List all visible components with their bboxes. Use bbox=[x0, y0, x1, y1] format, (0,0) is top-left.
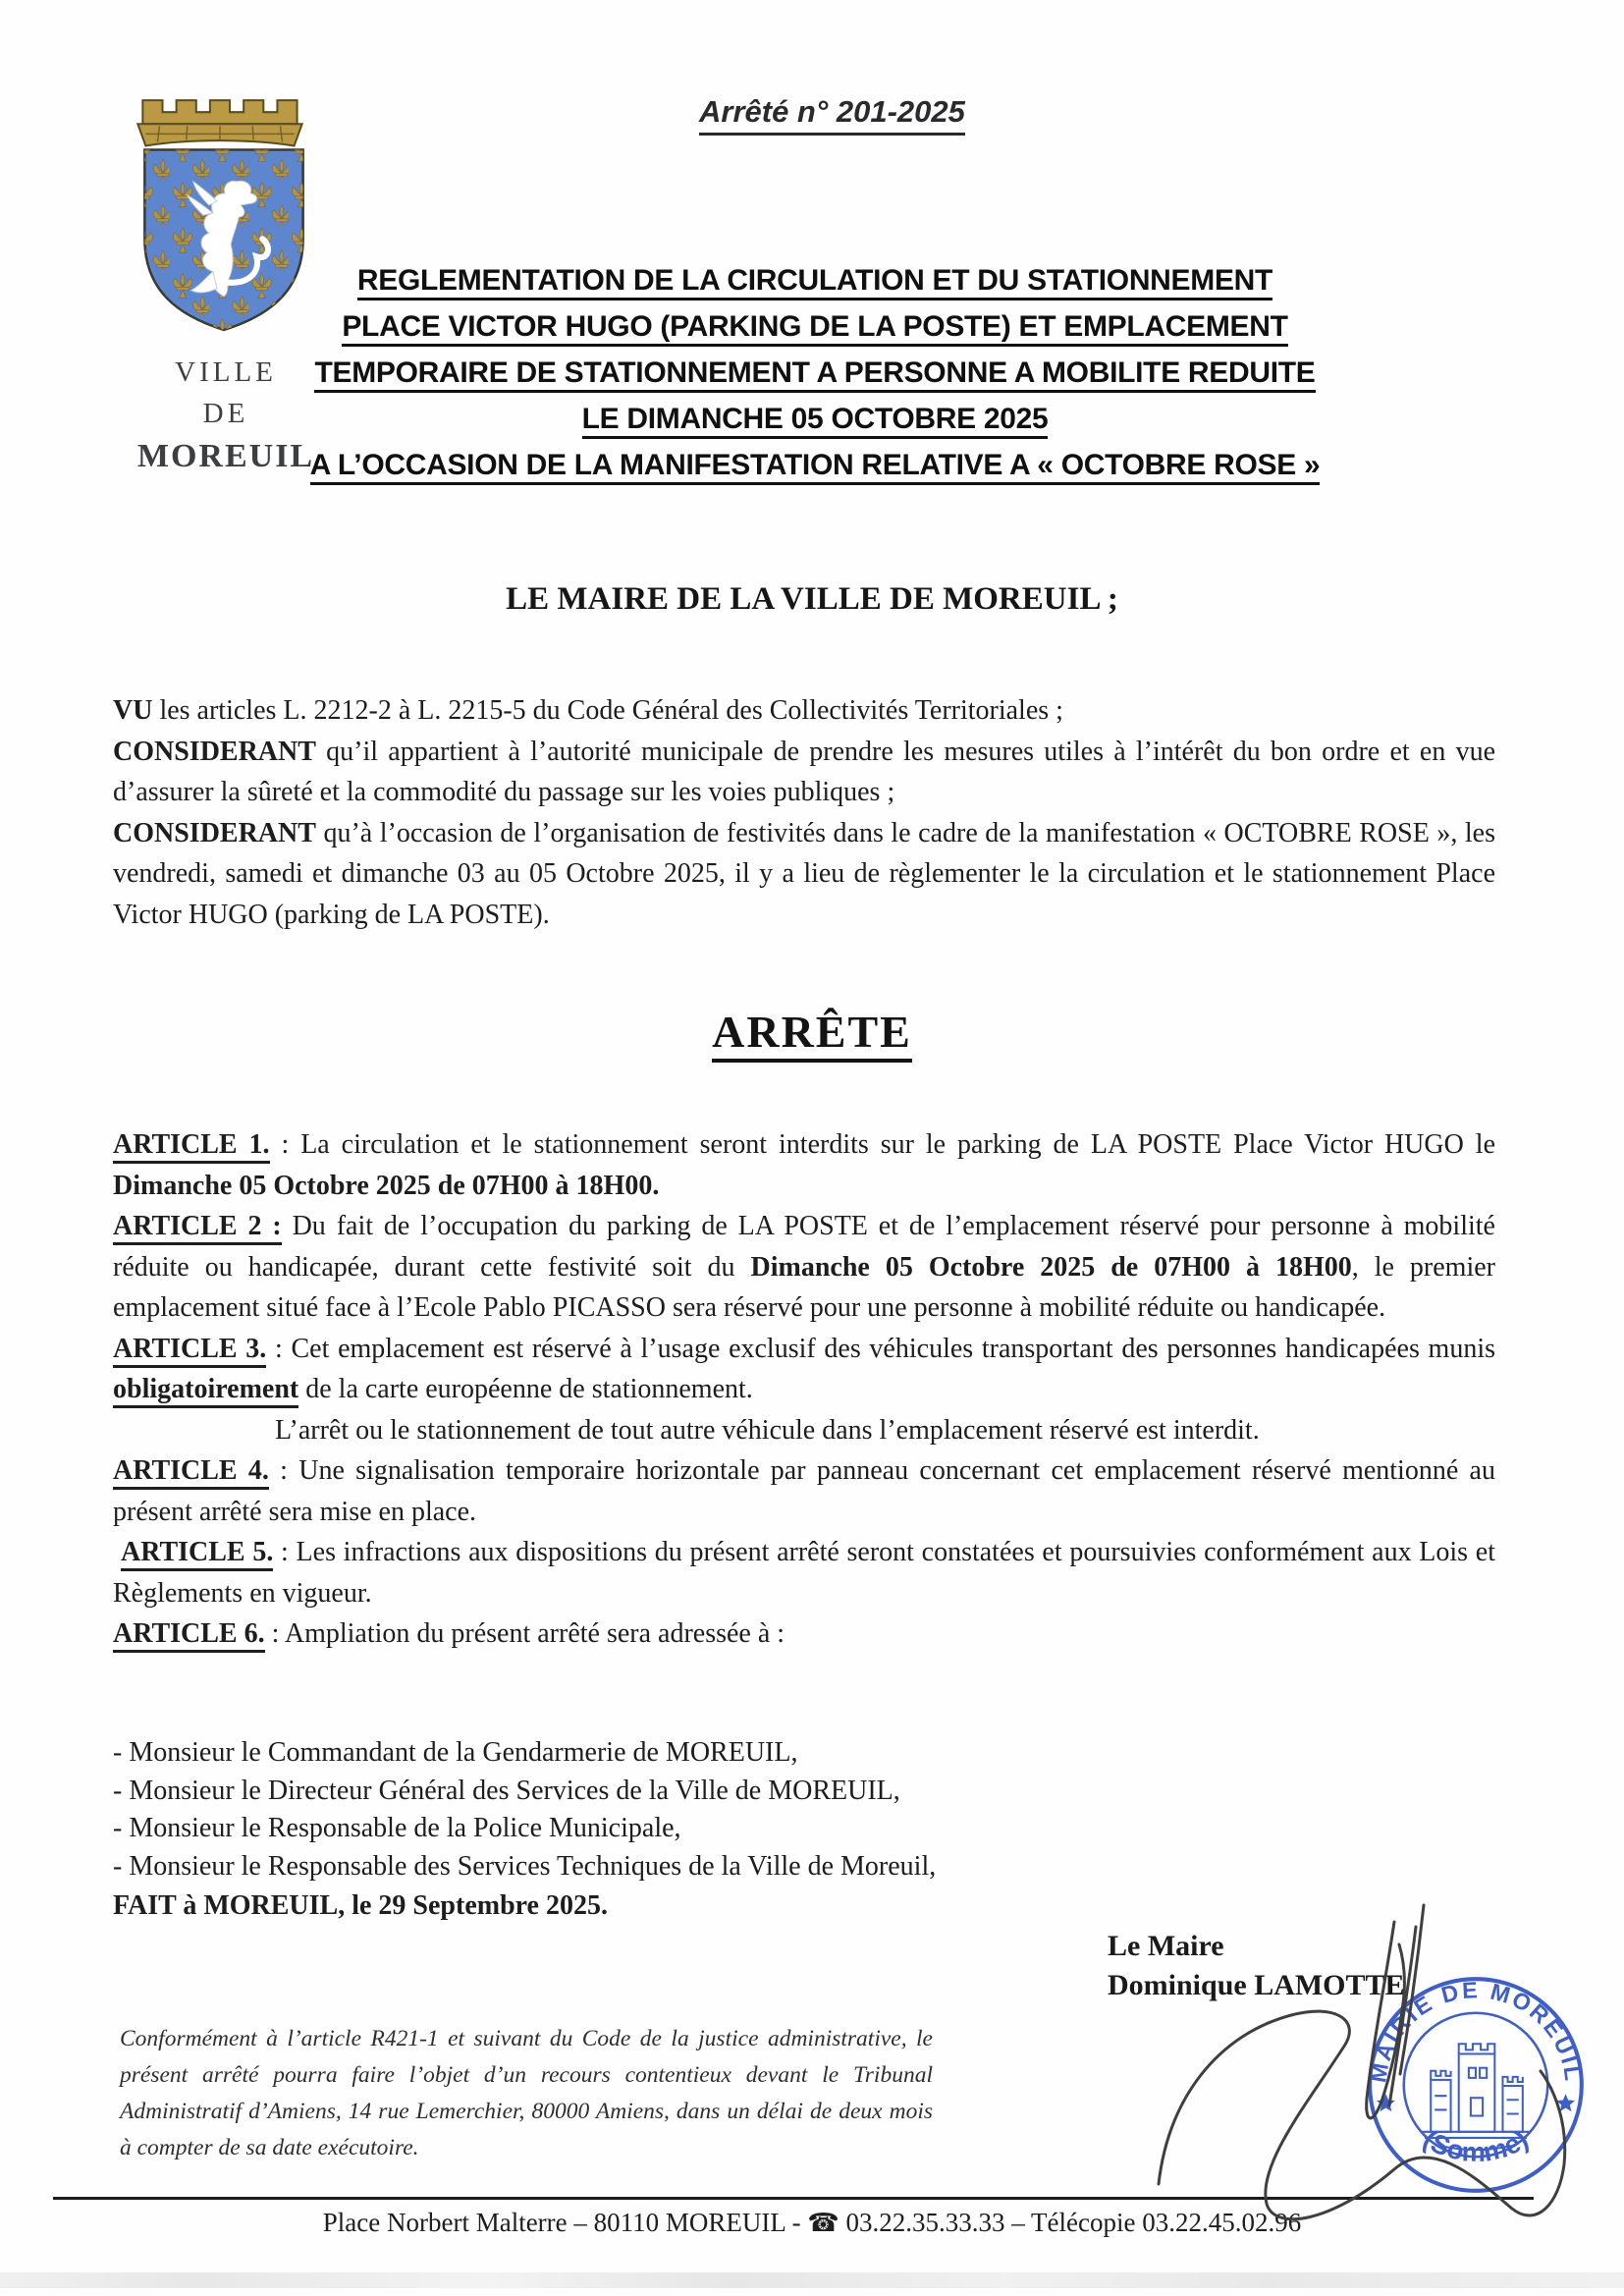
articles bbox=[113, 1124, 1495, 1655]
stamp-arc-bottom-text: (Somme) bbox=[1418, 2123, 1534, 2167]
arrete-number: Arrêté n° 201-2025 bbox=[699, 94, 965, 136]
article-6: ARTICLE 6. : Ampliation du présent arrêté sera adressée à : bbox=[113, 1613, 1495, 1655]
preamble bbox=[113, 690, 1495, 935]
addressee-line: - Monsieur le Directeur Général des Services de la Ville de MOREUIL, bbox=[113, 1775, 900, 1806]
commune-line: MOREUIL bbox=[136, 438, 315, 474]
addressee-line: - Monsieur le Commandant de la Gendarmerie de MOREUIL, bbox=[113, 1737, 798, 1768]
scan-artifact bbox=[0, 2272, 1624, 2288]
addressee-line: - Monsieur le Responsable des Services Techniques de la Ville de Moreuil, bbox=[113, 1850, 937, 1882]
signer-role: Le Maire bbox=[1108, 1930, 1224, 1962]
signer-name: Dominique LAMOTTE bbox=[1108, 1969, 1405, 2001]
footer-address: Place Norbert Malterre – 80110 MOREUIL - ☎ 03.22.35.33.33 – Télécopie 03.22.45.02.96 bbox=[322, 2208, 1302, 2238]
svg-text:(Somme) bbox=[1418, 2124, 1533, 2167]
decree-heading: ARRÊTE bbox=[0, 1006, 1624, 1058]
article-4: ARTICLE 4. : Une signalisation temporaire horizontale par panneau concernant cet emplacement réservé mentionné au présent arrêté sera mise en place. bbox=[113, 1455, 1495, 1527]
article-2: ARTICLE 2 : Du fait de l’occupation du parking de LA POSTE et de l’emplacement réservé pour personne à mobilité réduite ou handicapée, durant cette festivité soit du Dimanche 05 Octobre 2025 de 07H00 à 18H00, le premier emplacement situé face à l’Ecole Pablo PICASSO sera réservé pour une personne à mobilité réduite ou handicapée. bbox=[113, 1211, 1495, 1323]
closing-block bbox=[113, 1734, 1495, 1926]
preamble-considerant-1: CONSIDERANT qu’il appartient à l’autorité municipale de prendre les mesures utiles à l’intérêt du bon ordre et en vue d’assurer la sûreté et la commodité du passage sur les voies publiques ; bbox=[113, 736, 1495, 807]
article-1: ARTICLE 1. : La circulation et le stationnement seront interdits sur le parking de LA POSTE Place Victor HUGO le Dimanche 05 Octobre 2025 de 07H00 à 18H00. bbox=[113, 1129, 1495, 1201]
commune-line: VILLE bbox=[175, 356, 277, 388]
mairie-stamp bbox=[1361, 1970, 1591, 2200]
document-title bbox=[177, 257, 1453, 488]
preamble-considerant-2: CONSIDERANT qu’à l’occasion de l’organisation de festivités dans le cadre de la manifestation « OCTOBRE ROSE », les vendredi, samedi et dimanche 03 au 05 Octobre 2025, il y a lieu de règlementer le la circulation et le stationnement Place Victor HUGO (parking de LA POSTE). bbox=[113, 817, 1495, 930]
stamp-inner-ring bbox=[1404, 2013, 1548, 2158]
addressee-line: - Monsieur le Responsable de la Police Municipale, bbox=[113, 1813, 681, 1843]
salutation: LE MAIRE DE LA VILLE DE MOREUIL ; bbox=[506, 581, 1118, 617]
title-line: TEMPORAIRE DE STATIONNEMENT A PERSONNE A MOBILITE REDUITE bbox=[177, 350, 1453, 396]
article-3: ARTICLE 3. : Cet emplacement est réservé à l’usage exclusif des véhicules transportant des personnes handicapées munis obligatoirement de la carte européenne de stationnement. bbox=[113, 1329, 1495, 1410]
article-5: ARTICLE 5. : Les infractions aux dispositions du présent arrêté seront constatées et poursuivies conformément aux Lois et Règlements en vigueur. bbox=[113, 1537, 1495, 1609]
phone-icon: ☎ bbox=[807, 2209, 839, 2238]
legal-footnote: Conformément à l’article R421-1 et suivant du Code de la justice administrative, le présent arrêté pourra faire l’objet d’un recours contentieux devant le Tribunal Administratif d’Amiens, 14 rue Lemerchier, 80000 Amiens, dans un délai de deux mois à compter de sa date exécutoire. bbox=[120, 2026, 933, 2160]
footer-divider bbox=[53, 2197, 1534, 2200]
title-line: REGLEMENTATION DE LA CIRCULATION ET DU STATIONNEMENT bbox=[177, 257, 1453, 303]
mural-crown-icon bbox=[137, 100, 301, 145]
title-line: PLACE VICTOR HUGO (PARKING DE LA POSTE) ET EMPLACEMENT bbox=[177, 303, 1453, 350]
title-line: LE DIMANCHE 05 OCTOBRE 2025 bbox=[177, 396, 1453, 442]
title-line: A L’OCCASION DE LA MANIFESTATION RELATIVE A « OCTOBRE ROSE » bbox=[177, 442, 1453, 488]
article-3-paragraph-2: L’arrêt ou le stationnement de tout autre véhicule dans l’emplacement réservé est interdit. bbox=[275, 1414, 1260, 1446]
commune-line: DE bbox=[202, 398, 249, 429]
preamble-vu: VU les articles L. 2212-2 à L. 2215-5 du Code Général des Collectivités Territoriales ; bbox=[113, 695, 1063, 726]
stamp-arc-top-text: MAIRIE DE MOREUIL bbox=[1365, 1977, 1587, 2085]
date-of-signature: FAIT à MOREUIL, le 29 Septembre 2025. bbox=[113, 1890, 608, 1921]
